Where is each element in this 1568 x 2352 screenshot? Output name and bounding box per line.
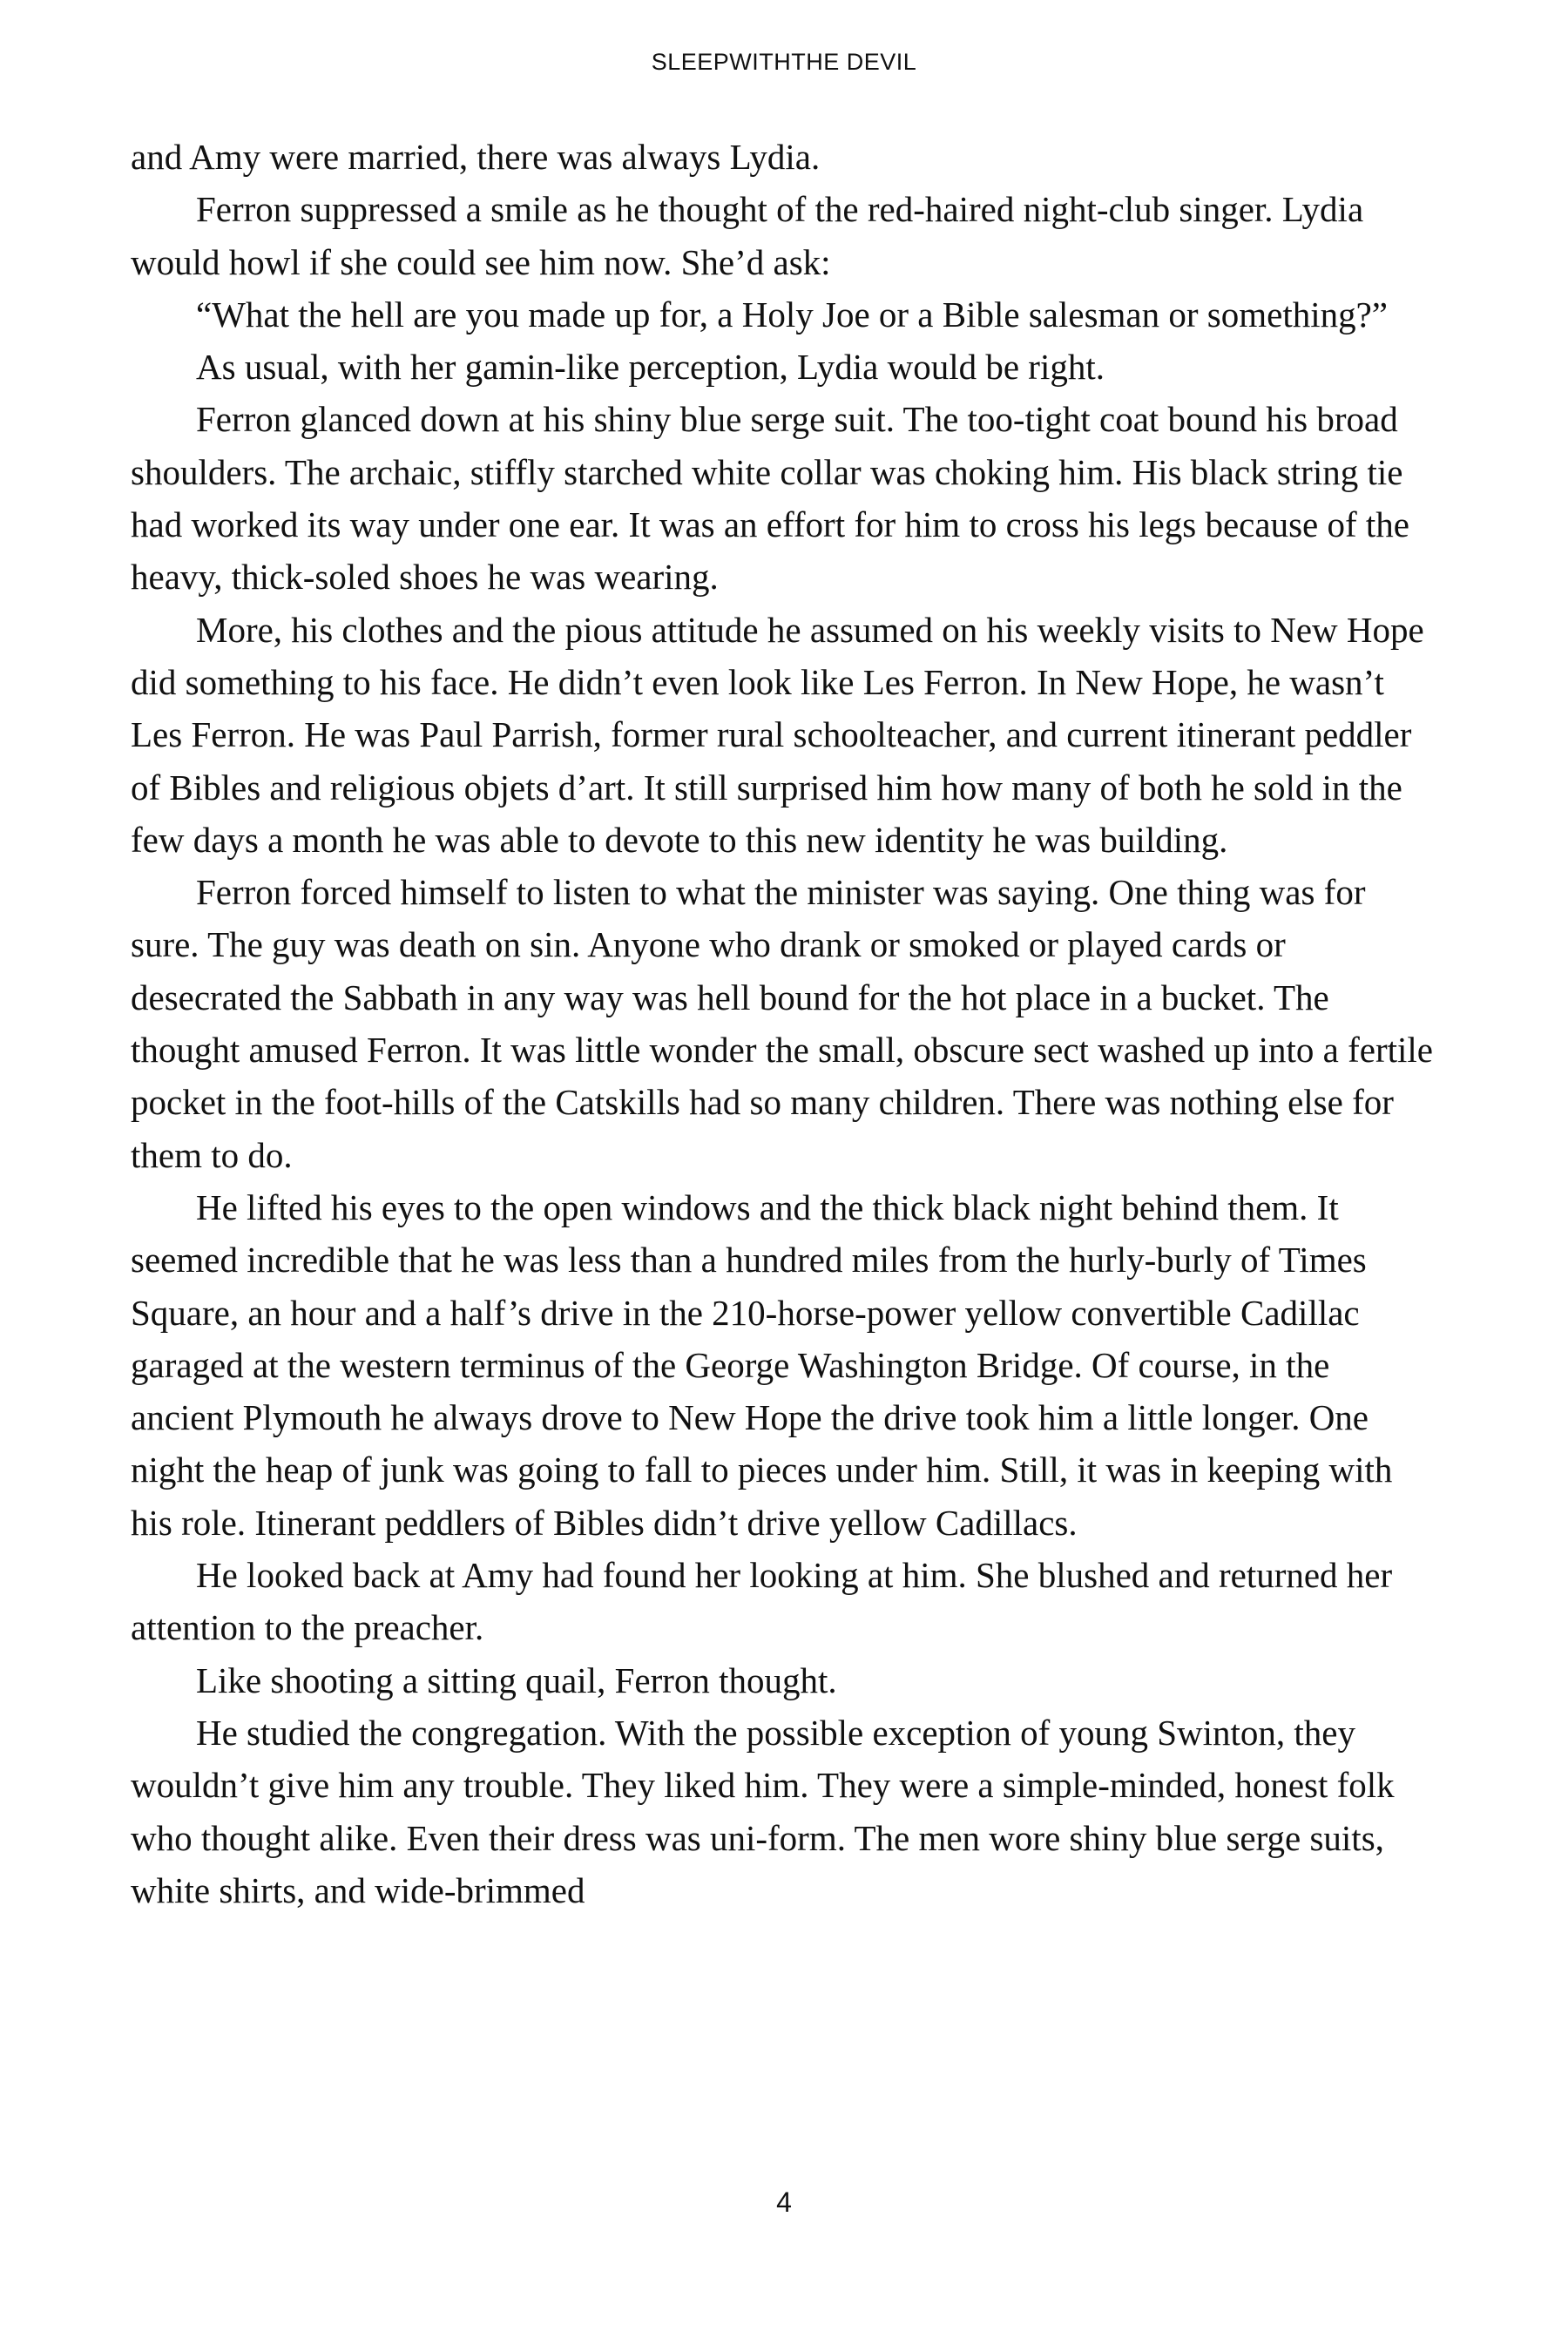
body-text — [131, 131, 1437, 1916]
paragraph: Ferron glanced down at his shiny blue serge suit. The too-tight coat bound his broad shoulders. The archaic, stiffly starched white collar was choking him. His black string tie had worked its way under one ear. It was an effort for him to cross his legs because of the heavy, thick-soled shoes he was wearing. — [131, 399, 1409, 598]
paragraph: and Amy were married, there was always Lydia. — [131, 137, 821, 177]
paragraph: Ferron forced himself to listen to what the minister was saying. One thing was for sure. The guy was death on sin. Anyone who drank or smoked or played cards or desecrated the Sabbath in any way was hell bound for the hot place in a bucket. The thought amused Ferron. It was little wonder the small, obscure sect washed up into a fertile pocket in the foot-hills of the Catskills had so many children. There was nothing else for them to do. — [131, 872, 1433, 1175]
paragraph: More, his clothes and the pious attitude he assumed on his weekly visits to New Hope did something to his face. He didn’t even look like Les Ferron. In New Hope, he wasn’t Les Ferron. He was Paul Parrish, former rural schoolteacher, and current itinerant peddler of Bibles and religious objets d’art. It still surprised him how many of both he sold in the few days a month he was able to devote to this new identity he was building. — [131, 609, 1424, 860]
running-head: SLEEPWITHTHE DEVIL — [651, 49, 917, 75]
paragraph: He looked back at Amy had found her looking at him. She blushed and returned her attention to the preacher. — [131, 1555, 1393, 1648]
paragraph: “What the hell are you made up for, a Holy Joe or a Bible salesman or something?” — [196, 294, 1388, 335]
paragraph: He lifted his eyes to the open windows and the thick black night behind them. It seemed incredible that he was less than a hundred miles from the hurly-burly of Times Square, an hour and a half’s drive in the 210-horse-power yellow convertible Cadillac garaged at the western terminus of the George Washington Bridge. Of course, in the ancient Plymouth he always drove to New Hope the drive took him a little longer. One night the heap of junk was going to fall to pieces under him. Still, it was in keeping with his role. Itinerant peddlers of Bibles didn’t drive yellow Cadillacs. — [131, 1186, 1393, 1543]
page-number: 4 — [776, 2186, 792, 2218]
paragraph: As usual, with her gamin-like perception, Lydia would be right. — [196, 347, 1105, 388]
paragraph: He studied the congregation. With the possible exception of young Swinton, they wouldn’t give him any trouble. They liked him. They were a simple-minded, honest folk who thought alike. Even their dress was uni-form. The men wore shiny blue serge suits, white shirts, and wide-brimmed — [131, 1712, 1395, 1910]
paragraph: Ferron suppressed a smile as he thought of the red-haired night-club singer. Lydia would howl if she could see him now. She’d ask: — [131, 189, 1364, 282]
paragraph: Like shooting a sitting quail, Ferron thought. — [196, 1659, 837, 1700]
